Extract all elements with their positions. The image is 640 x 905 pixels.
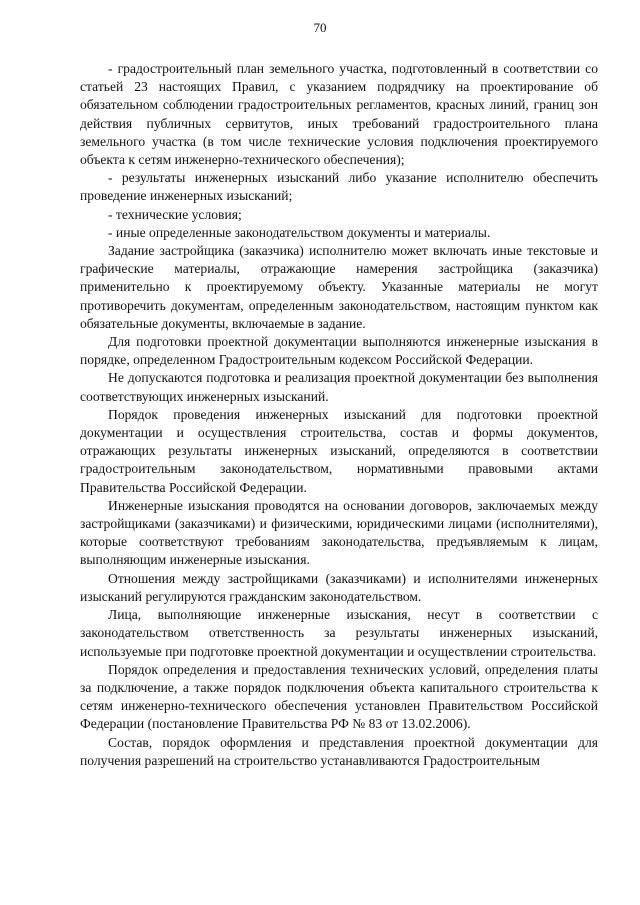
list-item-other-documents: - иные определенные законодательством документы и материалы. [108,224,491,240]
paragraph-customer-assignment: Задание застройщика (заказчика) исполнителю может включать иные текстовые и графические материалы, отражающие намерения застройщика (заказчика) применительно к проектируемому объекту. Указанные материалы не могут противоречить документам, определенным законодательством, настоящим пунктом как обязательные документы, включаемые в задание. [80,243,598,331]
paragraph-surveys-required: Не допускаются подготовка и реализация проектной документации без выполнения соответствующих инженерных изысканий. [80,370,598,404]
page-number: 70 [313,20,327,35]
list-item-urban-plan: - градостроительный план земельного участка, подготовленный в соответствии со статьей 23 настоящих Правил, с указанием подрядчику на проектирование об обязательном соблюдении градостроительных регламентов, красных линий, границ зон действия публичных сервитутов, иных требований градостроительного плана земельного участка (в том числе технические условия подключения проектируемого объекта к сетям инженерно-технического обеспечения); [80,61,598,168]
paragraph-survey-procedure: Порядок проведения инженерных изысканий для подготовки проектной документации и осуществления строительства, состав и формы документов, отражающих результаты инженерных изысканий, определяются в соответствии градостроительным законодательством, нормативными правовыми актами Правительства Российской Федерации. [80,406,598,495]
paragraph-civil-law: Отношения между застройщиками (заказчиками) и исполнителями инженерных изысканий регулируются гражданским законодательством. [80,570,598,604]
list-item-survey-results: - результаты инженерных изысканий либо указание исполнителю обеспечить проведение инженерных изысканий; [80,170,598,204]
paragraph-survey-contracts: Инженерные изыскания проводятся на основании договоров, заключаемых между застройщиками (заказчиками) и физическими, юридическими лицами (исполнителями), которые соответствуют требованиям законодательства, предъявляемым к лицам, выполняющим инженерные изыскания. [80,497,598,568]
paragraph-technical-conditions: Порядок определения и предоставления технических условий, определения платы за подключение, а также порядок подключения объекта капитального строительства к сетям инженерно-технического обеспечения установлен Правительством Российской Федерации (постановление Правительства РФ № 83 от 13.02.2006). [80,661,598,732]
body-text [80,60,598,770]
list-item-technical-conditions: - технические условия; [108,206,242,222]
paragraph-documentation-composition: Состав, порядок оформления и представления проектной документации для получения разрешений на строительство устанавливаются Градостроительным [80,734,598,768]
paragraph-liability: Лица, выполняющие инженерные изыскания, несут в соответствии с законодательством ответственность за результаты инженерных изысканий, используемые при подготовке проектной документации и осуществлении строительства. [80,607,598,659]
paragraph-engineering-surveys: Для подготовки проектной документации выполняются инженерные изыскания в порядке, определенном Градостроительным кодексом Российской Федерации. [80,334,598,368]
